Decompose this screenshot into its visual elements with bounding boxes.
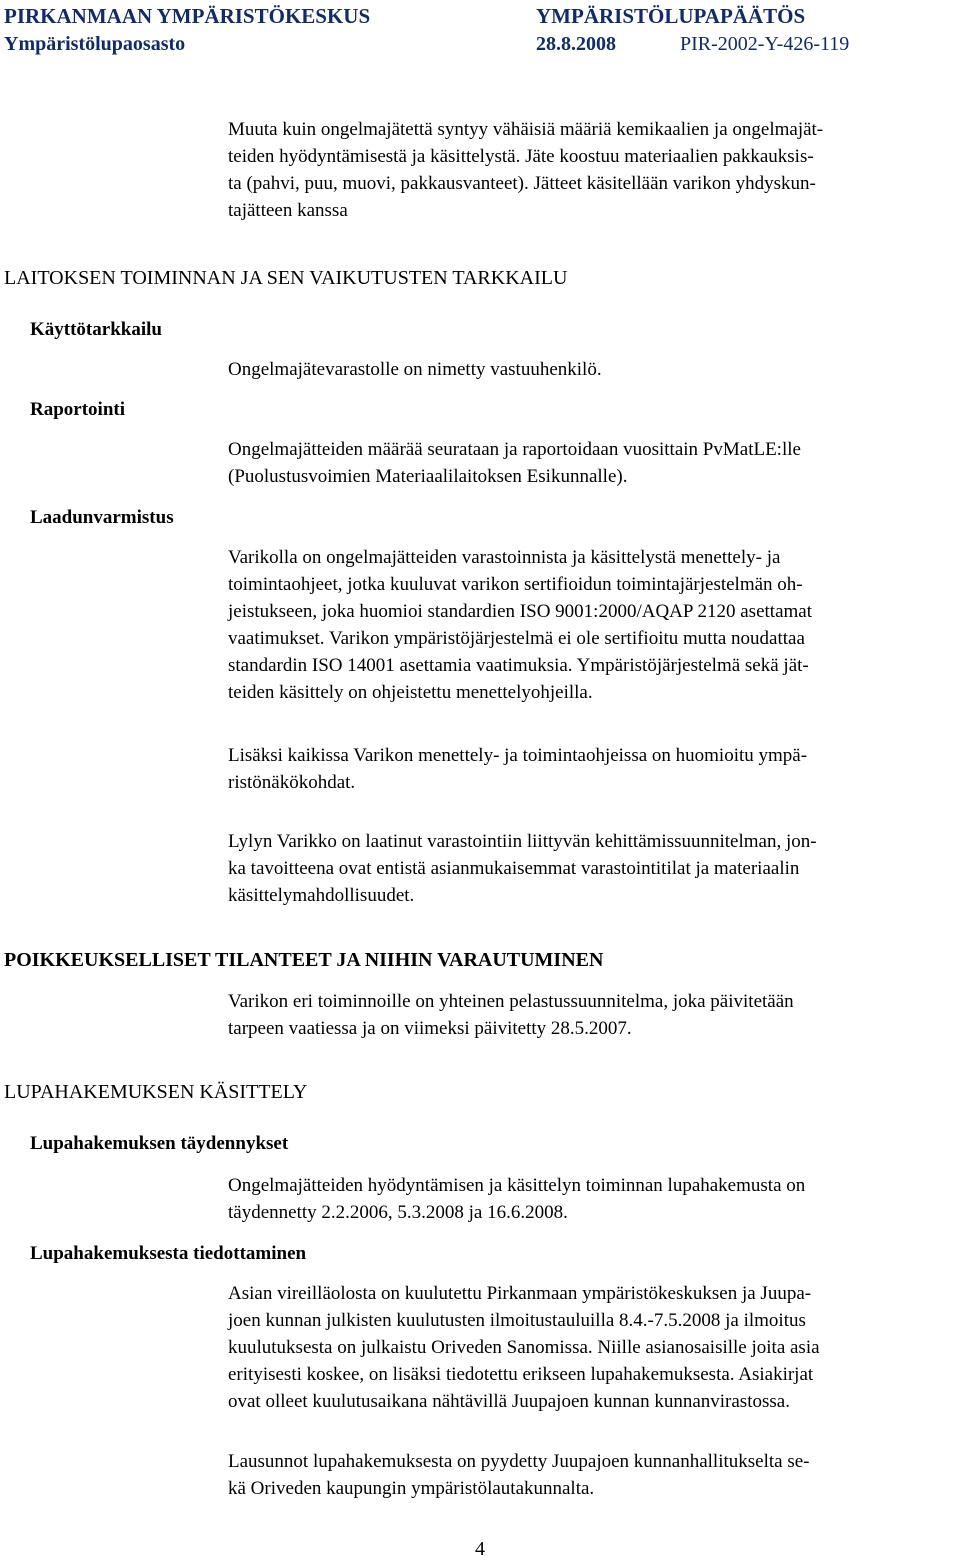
side-label-operational: Käyttötarkkailu <box>30 319 162 340</box>
rescue-plan-paragraph <box>228 988 956 1042</box>
text-line: standardin ISO 14001 asettamia vaatimuksia. Ympäristöjärjestelmä sekä jät- <box>228 655 809 676</box>
text-line: tarpeen vaatiessa ja on viimeksi päivitetty 28.5.2007. <box>228 1018 632 1039</box>
text-line: Varikolla on ongelmajätteiden varastoinnista ja käsittelystä menettely- ja <box>228 547 781 568</box>
text-line: toimintaohjeet, jotka kuuluvat varikon sertifioidun toimintajärjestelmän oh- <box>228 574 803 595</box>
header-reference: PIR-2002-Y-426-119 <box>680 33 850 55</box>
text-line: Ongelmajätteiden määrää seurataan ja raportoidaan vuosittain PvMatLE:lle <box>228 439 801 460</box>
header-document-type: YMPÄRISTÖLUPAPÄÄTÖS <box>536 4 806 28</box>
intro-paragraph <box>228 116 956 224</box>
text-line: vaatimukset. Varikon ympäristöjärjestelmä ei ole sertifioitu mutta noudattaa <box>228 628 805 649</box>
text-line: joen kunnan julkisten kuulutusten ilmoitustauluilla 8.4.-7.5.2008 ja ilmoitus <box>228 1310 806 1331</box>
text-line: käsittelymahdollisuudet. <box>228 885 415 906</box>
text-line: ovat olleet kuulutusaikana nähtävillä Juupajoen kunnan kunnanvirastossa. <box>228 1391 790 1412</box>
text-line: Ongelmajätteiden hyödyntämisen ja käsittelyn toiminnan lupahakemusta on <box>228 1175 806 1196</box>
supplements-paragraph <box>228 1172 956 1226</box>
text-line: jeistukseen, joka huomioi standardien ISO 9001:2000/AQAP 2120 asettamat <box>228 601 812 622</box>
header-organization: PIRKANMAAN YMPÄRISTÖKESKUS <box>4 4 371 28</box>
development-plan-paragraph <box>228 828 956 909</box>
side-label-quality: Laadunvarmistus <box>30 507 174 528</box>
reporting-paragraph <box>228 436 956 490</box>
statements-paragraph <box>228 1448 956 1502</box>
text-line: teiden hyödyntämisestä ja käsittelystä. Jäte koostuu materiaalien pakkauksis- <box>228 146 814 167</box>
text-line: Varikon eri toiminnoille on yhteinen pelastussuunnitelma, joka päivitetään <box>228 991 794 1012</box>
text-line: kä Oriveden kaupungin ympäristölautakunnalta. <box>228 1478 595 1499</box>
section-title-exceptional: POIKKEUKSELLISET TILANTEET JA NIIHIN VARAUTUMINEN <box>4 949 604 971</box>
text-line: tajätteen kanssa <box>228 200 348 221</box>
text-line: Muuta kuin ongelmajätettä syntyy vähäisiä määriä kemikaalien ja ongelmajät- <box>228 119 824 140</box>
text-line: ka tavoitteena ovat entistä asianmukaisemmat varastointitilat ja materiaalin <box>228 858 800 879</box>
section-title-application: LUPAHAKEMUKSEN KÄSITTELY <box>4 1081 308 1103</box>
text-line: Lisäksi kaikissa Varikon menettely- ja toimintaohjeissa on huomioitu ympä- <box>228 745 808 766</box>
text-line: Asian vireilläolosta on kuulutettu Pirkanmaan ympäristökeskuksen ja Juupa- <box>228 1283 812 1304</box>
text-line: täydennetty 2.2.2006, 5.3.2008 ja 16.6.2008. <box>228 1202 568 1223</box>
header-date: 28.8.2008 <box>536 33 616 55</box>
operational-paragraph: Ongelmajätevarastolle on nimetty vastuuhenkilö. <box>228 359 602 380</box>
text-line: Lylyn Varikko on laatinut varastointiin liittyvän kehittämissuunnitelman, jon- <box>228 831 817 852</box>
text-line: kuulutuksesta on julkaistu Oriveden Sanomissa. Niille asianosaisille joita asia <box>228 1337 820 1358</box>
notification-paragraph <box>228 1280 956 1415</box>
text-line: (Puolustusvoimien Materiaalilaitoksen Esikunnalle). <box>228 466 628 487</box>
side-label-notification: Lupahakemuksesta tiedottaminen <box>30 1243 307 1264</box>
text-line: erityisesti koskee, on lisäksi tiedotettu erikseen lupahakemuksesta. Asiakirjat <box>228 1364 814 1385</box>
text-line: Lausunnot lupahakemuksesta on pyydetty Juupajoen kunnanhallitukselta se- <box>228 1451 810 1472</box>
side-label-supplements: Lupahakemuksen täydennykset <box>30 1133 289 1154</box>
text-line: ta (pahvi, puu, muovi, pakkausvanteet). Jätteet käsitellään varikon yhdyskun- <box>228 173 816 194</box>
text-line: ristönäkökohdat. <box>228 772 356 793</box>
section-title-monitoring: LAITOKSEN TOIMINNAN JA SEN VAIKUTUSTEN TARKKAILU <box>4 267 568 289</box>
header-department: Ympäristölupaosasto <box>4 33 186 55</box>
page-number: 4 <box>475 1538 485 1560</box>
side-label-reporting: Raportointi <box>30 399 125 420</box>
text-line: teiden käsittely on ohjeistettu menettelyohjeilla. <box>228 682 593 703</box>
quality-paragraph <box>228 544 956 706</box>
environmental-aspects-paragraph <box>228 742 956 796</box>
